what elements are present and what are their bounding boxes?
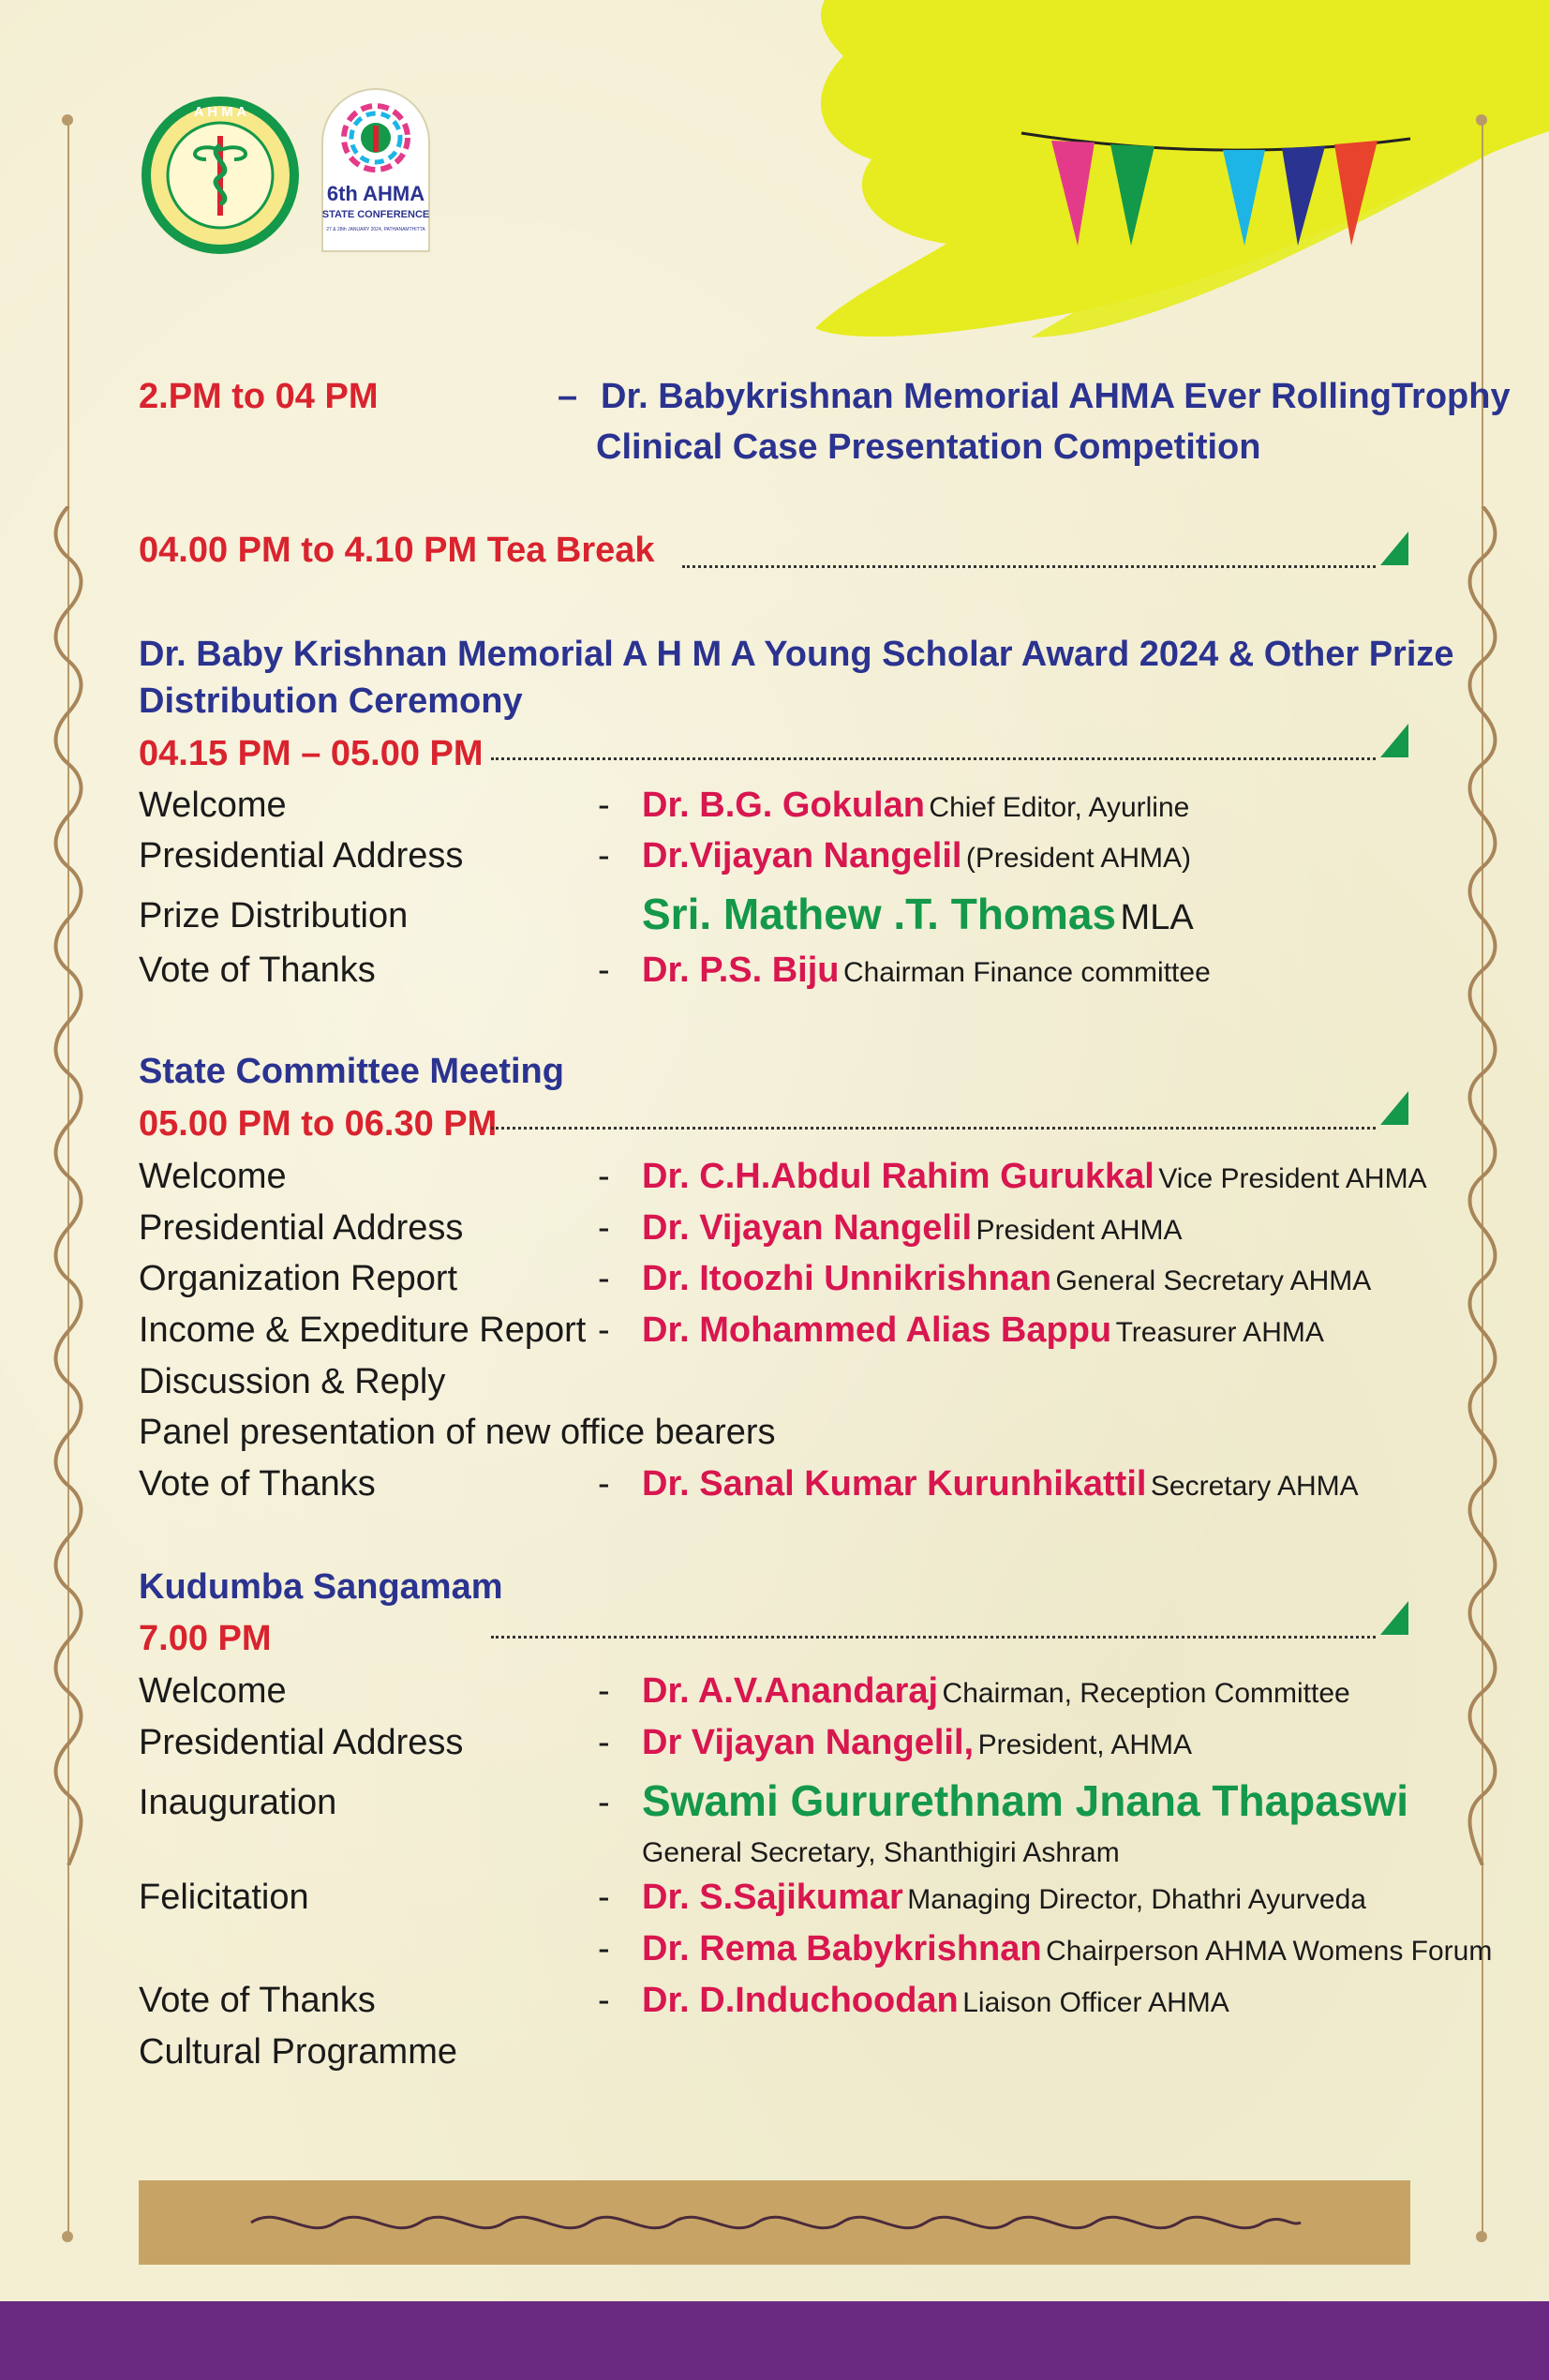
- tea-dotline: [682, 565, 1376, 568]
- person-role: Vice President AHMA: [1158, 1163, 1427, 1194]
- item-label: Inauguration: [139, 1783, 337, 1822]
- item-label: Discussion & Reply: [139, 1362, 446, 1401]
- conference-logo: [317, 86, 435, 255]
- person-role: President, AHMA: [977, 1729, 1192, 1760]
- person-role: General Secretary, Shanthigiri Ashram: [642, 1837, 1120, 1868]
- session1-time: 2.PM to 04 PM: [139, 377, 379, 416]
- session1-title-line1: Dr. Babykrishnan Memorial AHMA Ever RollingTrophy: [601, 377, 1511, 416]
- person-role: Chairman Finance committee: [842, 957, 1211, 988]
- item-dash: -: [598, 1157, 610, 1196]
- item-dash: -: [598, 836, 610, 876]
- session1-dash: –: [558, 377, 578, 416]
- item-label: Prize Distribution: [139, 896, 409, 936]
- award-time: 04.15 PM – 05.00 PM: [139, 734, 484, 773]
- session1-title-line2: Clinical Case Presentation Competition: [596, 427, 1261, 467]
- footer-purple-bar: [0, 2301, 1549, 2380]
- item-dash: -: [598, 1723, 610, 1762]
- person-role: Managing Director, Dhathri Ayurveda: [907, 1884, 1366, 1915]
- committee-title: State Committee Meeting: [139, 1052, 564, 1091]
- person-name: Dr. Sanal Kumar Kurunhikattil: [642, 1464, 1147, 1504]
- item-dash: -: [598, 786, 610, 825]
- item-dash: -: [598, 1464, 610, 1504]
- item-dash: -: [598, 1878, 610, 1917]
- person-role: Liaison Officer AHMA: [962, 1987, 1229, 2018]
- person-name: Dr. Vijayan Nangelil: [642, 1208, 973, 1248]
- person-role: Chairperson AHMA Womens Forum: [1046, 1936, 1493, 1967]
- item-dash: -: [598, 1981, 610, 2020]
- footer-ornament: [139, 2180, 1410, 2265]
- person-name: Dr. Itoozhi Unnikrishnan: [642, 1259, 1052, 1298]
- item-dash: -: [598, 1259, 610, 1298]
- border-dot: [62, 2231, 73, 2242]
- award-title-line1: Dr. Baby Krishnan Memorial A H M A Young Scholar Award 2024 & Other Prize: [139, 635, 1454, 674]
- item-dash: -: [598, 1929, 610, 1968]
- person-name: Dr. Mohammed Alias Bappu: [642, 1310, 1112, 1350]
- award-dotline: [491, 757, 1376, 760]
- item-dash: -: [598, 1310, 610, 1350]
- tea-break: 04.00 PM to 4.10 PM Tea Break: [139, 531, 655, 570]
- svg-text:STATE CONFERENCE: STATE CONFERENCE: [321, 209, 430, 220]
- person-name: Dr. D.Induchoodan: [642, 1981, 959, 2020]
- item-dash: -: [598, 1783, 610, 1822]
- committee-time: 05.00 PM to 06.30 PM: [139, 1104, 498, 1144]
- item-label: Felicitation: [139, 1878, 309, 1917]
- kudumba-triangle-icon: [1380, 1601, 1408, 1635]
- committee-triangle-icon: [1380, 1091, 1408, 1125]
- person-role: MLA: [1120, 898, 1194, 937]
- svg-text:6th AHMA: 6th AHMA: [326, 182, 425, 205]
- item-label: Cultural Programme: [139, 2032, 457, 2072]
- person-role: Treasurer AHMA: [1115, 1317, 1324, 1348]
- item-label: Vote of Thanks: [139, 1464, 376, 1504]
- person-name: Dr. S.Sajikumar: [642, 1878, 903, 1917]
- svg-text:A H M A: A H M A: [193, 104, 247, 120]
- person-role: Chief Editor, Ayurline: [929, 792, 1190, 823]
- item-label: Presidential Address: [139, 1723, 464, 1762]
- left-ornament: [47, 506, 90, 1865]
- item-label: Welcome: [139, 1157, 287, 1196]
- border-dot: [1476, 2231, 1487, 2242]
- svg-text:27 & 28th JANUARY 2024, PATHAN: 27 & 28th JANUARY 2024, PATHANAMTHITTA: [326, 227, 425, 232]
- person-role: Chairman, Reception Committee: [942, 1678, 1350, 1709]
- border-dot: [62, 114, 73, 126]
- person-name: Sri. Mathew .T. Thomas: [642, 890, 1117, 938]
- person-role: President AHMA: [976, 1215, 1183, 1246]
- kudumba-dotline: [491, 1636, 1376, 1639]
- person-role: General Secretary AHMA: [1055, 1265, 1372, 1296]
- footer-ornament-band: [139, 2180, 1410, 2265]
- kudumba-title: Kudumba Sangamam: [139, 1567, 503, 1607]
- item-label: Welcome: [139, 786, 287, 825]
- item-dash: -: [598, 1671, 610, 1711]
- person-name: Swami Gururethnam Jnana Thapaswi: [642, 1776, 1408, 1825]
- item-label: Vote of Thanks: [139, 1981, 376, 2020]
- ahma-logo: [139, 94, 302, 257]
- person-name: Dr Vijayan Nangelil,: [642, 1723, 975, 1762]
- item-dash: -: [598, 951, 610, 990]
- item-label: Presidential Address: [139, 836, 464, 876]
- committee-dotline: [491, 1127, 1376, 1130]
- person-name: Dr. P.S. Biju: [642, 951, 840, 990]
- person-name: Dr. B.G. Gokulan: [642, 786, 925, 825]
- item-label: Organization Report: [139, 1259, 458, 1298]
- item-label: Presidential Address: [139, 1208, 464, 1248]
- item-label: Income & Expediture Report: [139, 1310, 587, 1350]
- person-name: Dr. Rema Babykrishnan: [642, 1929, 1042, 1968]
- right-ornament: [1461, 506, 1504, 1865]
- person-role: (President AHMA): [965, 843, 1191, 874]
- person-name: Dr.Vijayan Nangelil: [642, 836, 962, 876]
- award-title-line2: Distribution Ceremony: [139, 681, 523, 721]
- border-dot: [1476, 114, 1487, 126]
- award-triangle-icon: [1380, 724, 1408, 757]
- person-name: Dr. C.H.Abdul Rahim Gurukkal: [642, 1157, 1154, 1196]
- kudumba-time: 7.00 PM: [139, 1619, 272, 1658]
- tea-triangle-icon: [1380, 531, 1408, 565]
- item-label: Vote of Thanks: [139, 951, 376, 990]
- item-dash: -: [598, 1208, 610, 1248]
- item-label: Panel presentation of new office bearers: [139, 1413, 776, 1452]
- person-role: Secretary AHMA: [1150, 1471, 1359, 1502]
- item-label: Welcome: [139, 1671, 287, 1711]
- person-name: Dr. A.V.Anandaraj: [642, 1671, 939, 1711]
